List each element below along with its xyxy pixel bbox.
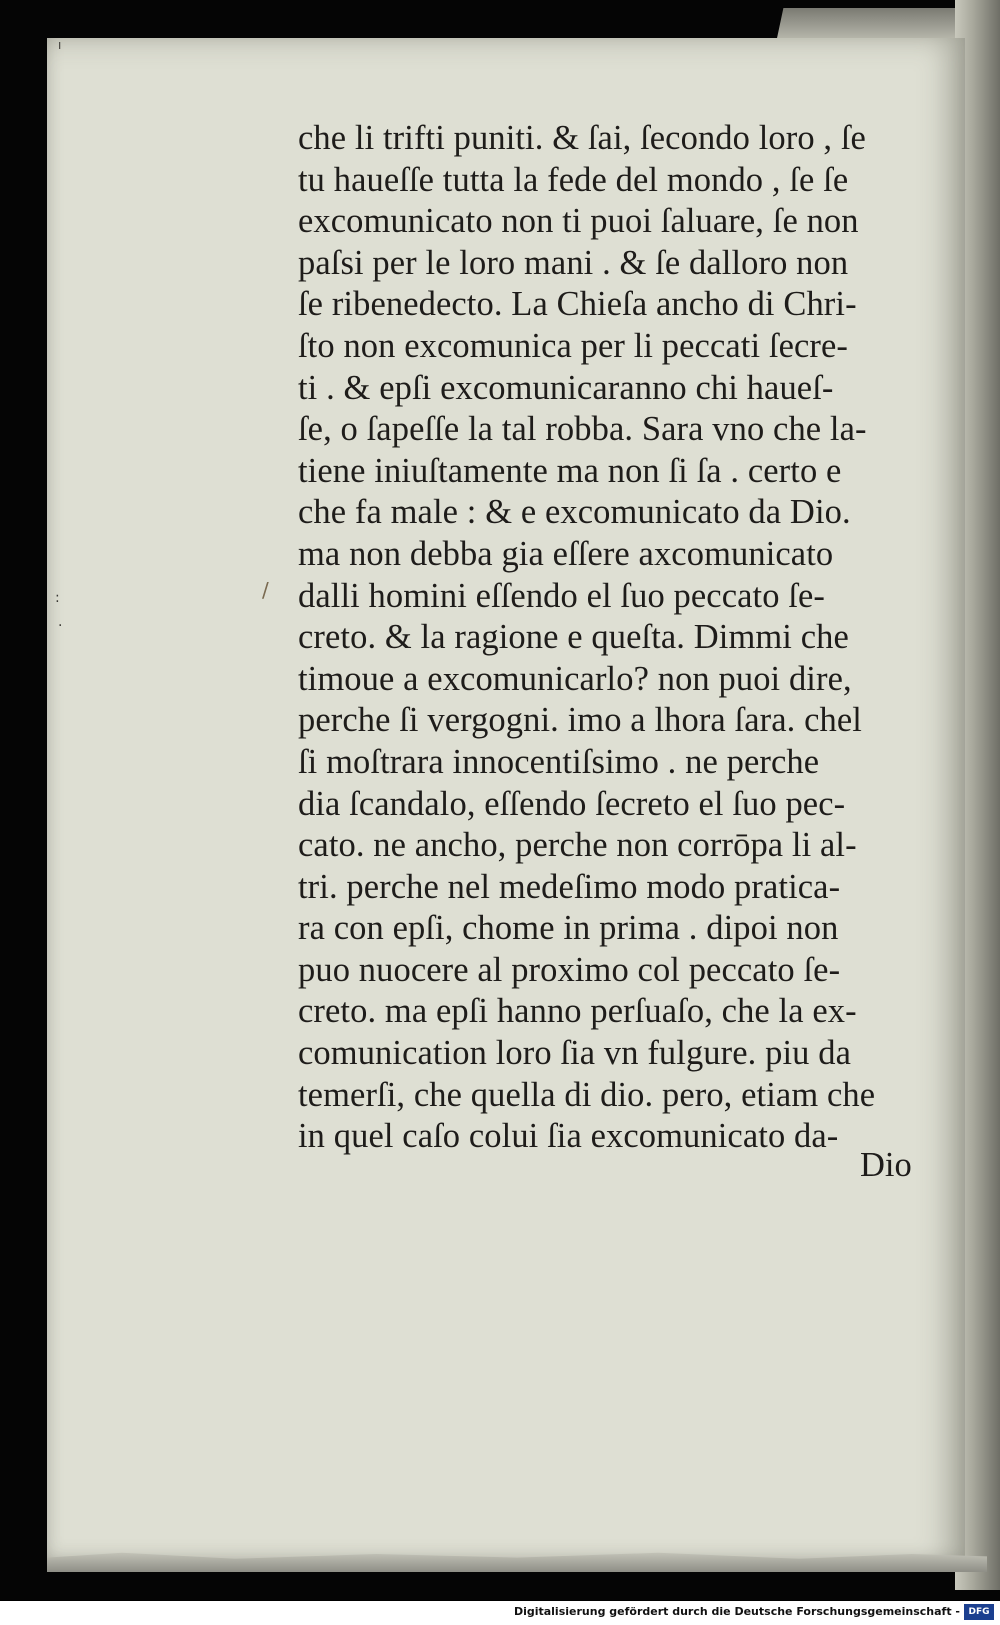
catchword: Dio [860,1146,912,1184]
text-line: che li trifti puniti. & ſai, ſecondo loro , ſe [298,119,866,157]
text-line: perche ſi vergogni. imo a lhora ſara. chel [298,701,862,740]
text-line: puo nuocere al proximo col peccato ſe- [298,950,841,989]
text-line: tu haueſſe tutta la fede del mondo , ſe ſe [298,160,849,199]
text-line: creto. & la ragione e queſta. Dimmi che [298,618,849,657]
text-line: ſto non excomunica per li peccati ſecre- [298,326,848,365]
text-line: in quel caſo colui ſia excomunicato da- [298,1117,839,1156]
text-line: excomunicato non ti puoi ſaluare, ſe non [298,202,859,241]
text-line: dalli homini eſſendo el ſuo peccato ſe- [298,576,825,615]
page-mark-top: ı [58,38,62,52]
text-line: paſsi per le loro mani . & ſe dalloro non [298,243,849,282]
text-line: ra con epſi, chome in prima . dipoi non [298,909,839,948]
text-line: dia ſcandalo, eſſendo ſecreto el ſuo pec- [298,784,846,823]
text-line: ſi moſtrara innocentiſsimo . ne perche [298,742,820,781]
page-text [298,118,928,1158]
text-line: comunication loro ſia vn fulgure. piu da [298,1034,851,1073]
text-line: creto. ma epſi hanno perſuaſo, che la ex- [298,992,857,1031]
text-line: cato. ne ancho, perche non corrōpa li al- [298,826,857,865]
text-line: tri. perche nel medeſimo modo pratica- [298,867,841,906]
text-line: temerſi, che quella di dio. pero, etiam che [298,1075,876,1114]
text-line: ſe ribenedecto. La Chieſa ancho di Chri- [298,285,857,324]
margin-mark: : [55,590,60,606]
text-line: ſe, o ſapeſſe la tal robba. Sara vno che la- [298,410,867,449]
text-line: timoue a excomunicarlo? non puoi dire, [298,659,852,698]
text-line: tiene iniuſtamente ma non ſi ſa . certo e [298,451,842,490]
ink-stain-mark: / [262,578,269,602]
footer-credit-bar [0,1601,1000,1625]
dfg-logo-icon: DFG [964,1604,994,1620]
margin-mark: · [58,618,63,634]
footer-credit-text: Digitalisierung gefördert durch die Deutsche Forschungsgemeinschaft - [513,1605,960,1618]
text-line: che fa male : & e excomunicato da Dio. [298,493,851,532]
text-line: ti . & epſi excomunicaranno chi haueſ- [298,368,834,407]
text-line: ma non debba gia eſſere axcomunicato [298,534,834,573]
